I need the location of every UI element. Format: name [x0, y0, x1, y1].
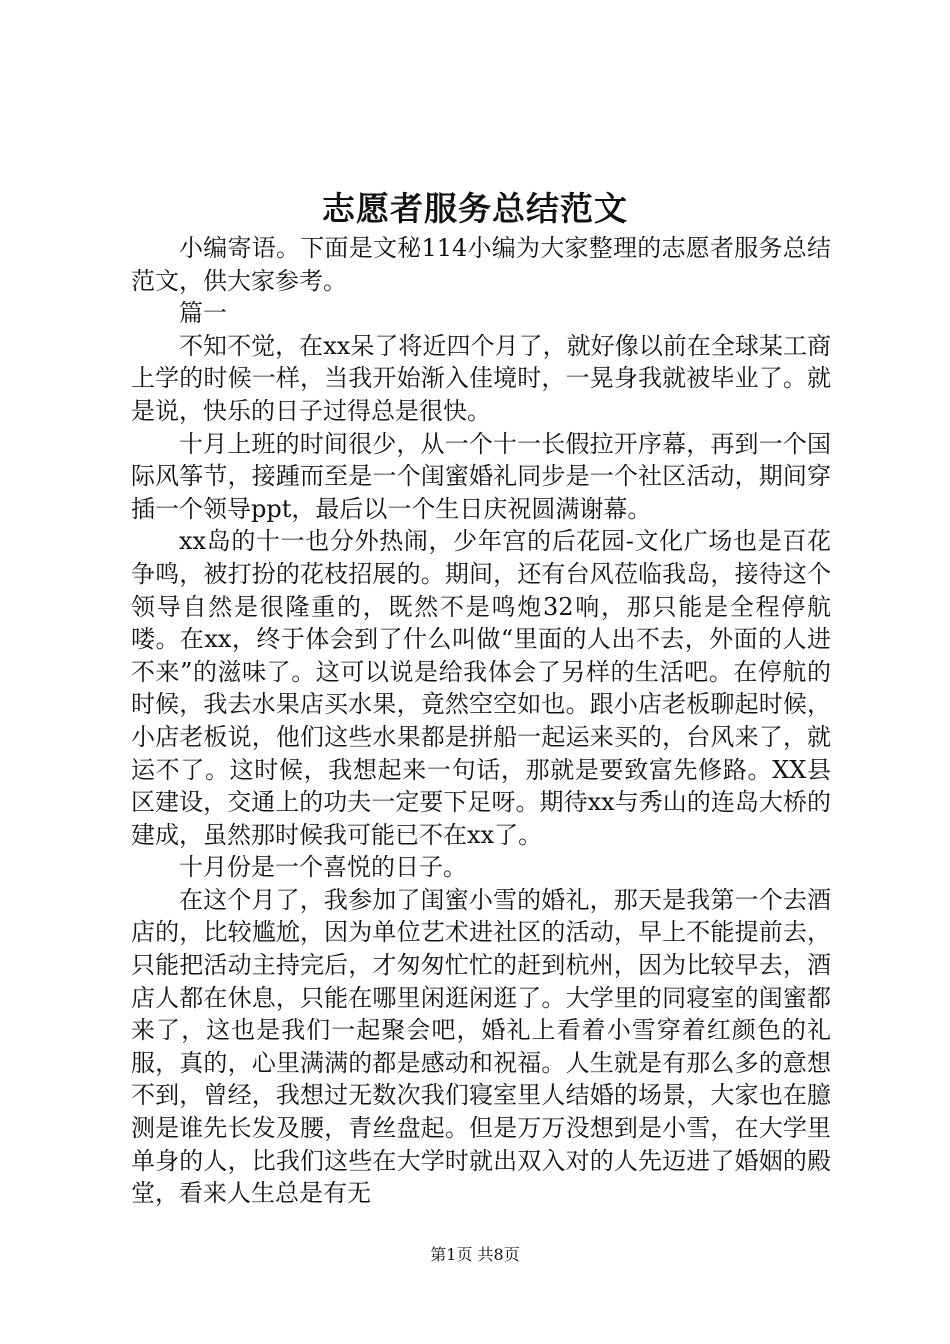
- paragraph: 在这个月了，我参加了闺蜜小雪的婚礼，那天是我第一个去酒店的，比较尴尬，因为单位艺术进社区的活动，早上不能提前去，只能把活动主持完后，才匆匆忙忙的赶到杭州，因为比较早去，酒店人都在休息，只能在哪里闲逛闲逛了。大学里的同寝室的闺蜜都来了，这也是我们一起聚会吧，婚礼上看着小雪穿着红颜色的礼服，真的，心里满满的都是感动和祝福。人生就是有那么多的意想不到，曾经，我想过无数次我们寝室里人结婚的场景，大家也在臆测是谁先长发及腰，青丝盘起。但是万万没想到是小雪，在大学里单身的人，比我们这些在大学时就出双入对的人先迈进了婚姻的殿堂，看来人生总是有无: [131, 885, 831, 1208]
- paragraph-section-heading: 篇一: [179, 299, 227, 328]
- paragraph: 十月份是一个喜悦的日子。: [179, 853, 467, 882]
- paragraph: 十月上班的时间很少，从一个十一长假拉开序幕，再到一个国际风筝节，接踵而至是一个闺蜜婚礼同步是一个社区活动，期间穿插一个领导ppt，最后以一个生日庆祝圆满谢幕。: [131, 429, 831, 523]
- page-number-footer: 第1页 共8页: [430, 1245, 520, 1264]
- paragraph: xx岛的十一也分外热闹，少年宫的后花园-文化广场也是百花争鸣，被打扮的花枝招展的。期间，还有台风莅临我岛，接待这个领导自然是很隆重的，既然不是鸣炮32响，那只能是全程停航喽。在xx，终于体会到了什么叫做“里面的人出不去，外面的人进不来”的滋味了。这可以说是给我体会了另样的生活吧。在停航的时候，我去水果店买水果，竟然空空如也。跟小店老板聊起时候，小店老板说，他们这些水果都是拼船一起运来买的，台风来了，就运不了。这时候，我想起来一句话，那就是要致富先修路。XX县区建设，交通上的功夫一定要下足呀。期待xx与秀山的连岛大桥的建成，虽然那时候我可能已不在xx了。: [131, 527, 831, 849]
- document-title: 志愿者服务总结范文: [322, 189, 628, 228]
- paragraph-intro: 小编寄语。下面是文秘114小编为大家整理的志愿者服务总结范文，供大家参考。: [131, 234, 831, 295]
- paragraph: 不知不觉，在xx呆了将近四个月了，就好像以前在全球某工商上学的时候一样，当我开始渐入佳境时，一晃身我就被毕业了。就是说，快乐的日子过得总是很快。: [131, 331, 831, 425]
- document-body: [131, 232, 831, 1210]
